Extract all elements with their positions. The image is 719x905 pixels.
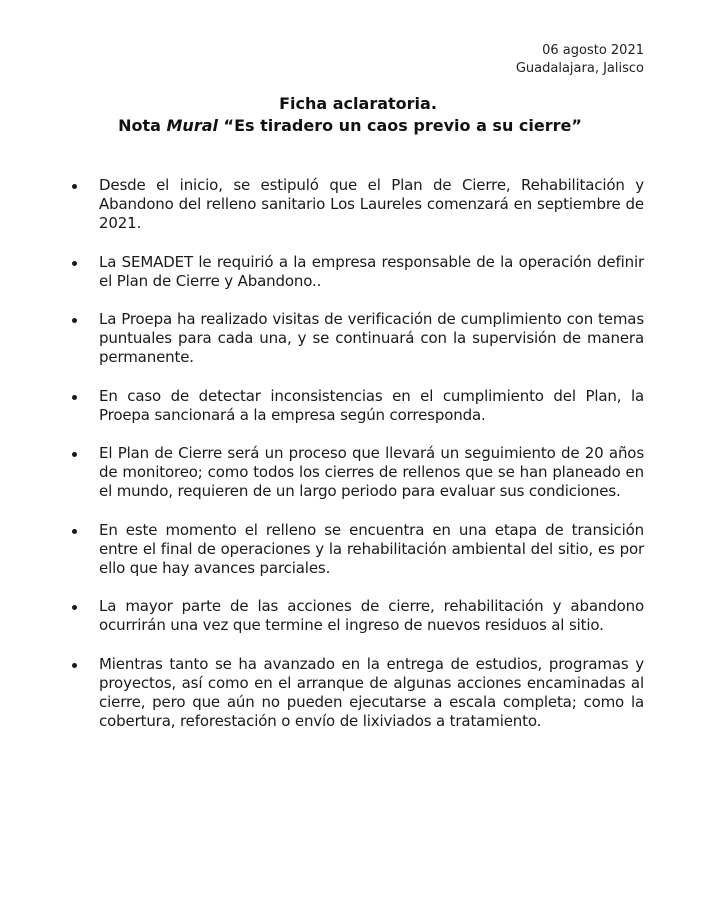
bullet-item [72, 387, 644, 425]
bullet-item [72, 176, 644, 234]
bullet-text: El Plan de Cierre será un proceso que llevará un seguimiento de 20 años de monitoreo; como todos los cierres de rellenos que se han planeado en el mundo, requieren de un largo periodo para evaluar sus condiciones. [99, 444, 644, 501]
bullet-list [72, 176, 644, 750]
bullet-text: La SEMADET le requirió a la empresa responsable de la operación definir el Plan de Cierre y Abandono.. [99, 252, 644, 290]
bullet-item [72, 253, 644, 291]
bullet-item [72, 444, 644, 502]
bullet-text: La mayor parte de las acciones de cierre, rehabilitación y abandono ocurrirán una vez que termine el ingreso de nuevos residuos al sitio. [99, 597, 644, 635]
bullet-dot-icon [72, 605, 77, 610]
date-location-block [516, 42, 644, 78]
title-prefix: Nota [118, 116, 167, 135]
title-headline: “Es tiradero un caos previo a su cierre” [217, 116, 582, 135]
bullet-dot-icon [72, 261, 77, 266]
bullet-item [72, 597, 644, 635]
bullet-dot-icon [72, 184, 77, 189]
bullet-text: En caso de detectar inconsistencias en el cumplimiento del Plan, la Proepa sancionará a la empresa según corresponda. [99, 386, 644, 424]
bullet-text: En este momento el relleno se encuentra en una etapa de transición entre el final de operaciones y la rehabilitación ambiental del sitio, es por ello que hay avances parciales. [99, 520, 644, 578]
bullet-text: Mientras tanto se ha avanzado en la entrega de estudios, programas y proyectos, así como en el arranque de algunas acciones encaminadas al cierre, pero que aún no pueden ejecutarse a escala completa; como la cobertura, reforestación o envío de lixiviados a tratamiento. [99, 654, 644, 731]
bullet-item [72, 310, 644, 368]
bullet-item [72, 655, 644, 732]
bullet-dot-icon [72, 395, 77, 400]
title-newspaper-name: Mural [166, 116, 218, 135]
bullet-item [72, 521, 644, 579]
bullet-text: Desde el inicio, se estipuló que el Plan de Cierre, Rehabilitación y Abandono del relleno sanitario Los Laureles comenzará en septiembre de 2021. [99, 176, 644, 233]
document-title [60, 93, 640, 137]
title-subheading [60, 115, 640, 137]
bullet-dot-icon [72, 452, 77, 457]
title-heading: Ficha aclaratoria. [279, 94, 437, 113]
bullet-text: La Proepa ha realizado visitas de verificación de cumplimiento con temas puntuales para cada una, y se continuará con la supervisión de manera permanente. [99, 310, 644, 367]
bullet-dot-icon [72, 663, 77, 668]
bullet-dot-icon [72, 318, 77, 323]
bullet-dot-icon [72, 529, 77, 534]
document-date: 06 agosto 2021 [542, 43, 644, 58]
document-location: Guadalajara, Jalisco [515, 61, 644, 76]
